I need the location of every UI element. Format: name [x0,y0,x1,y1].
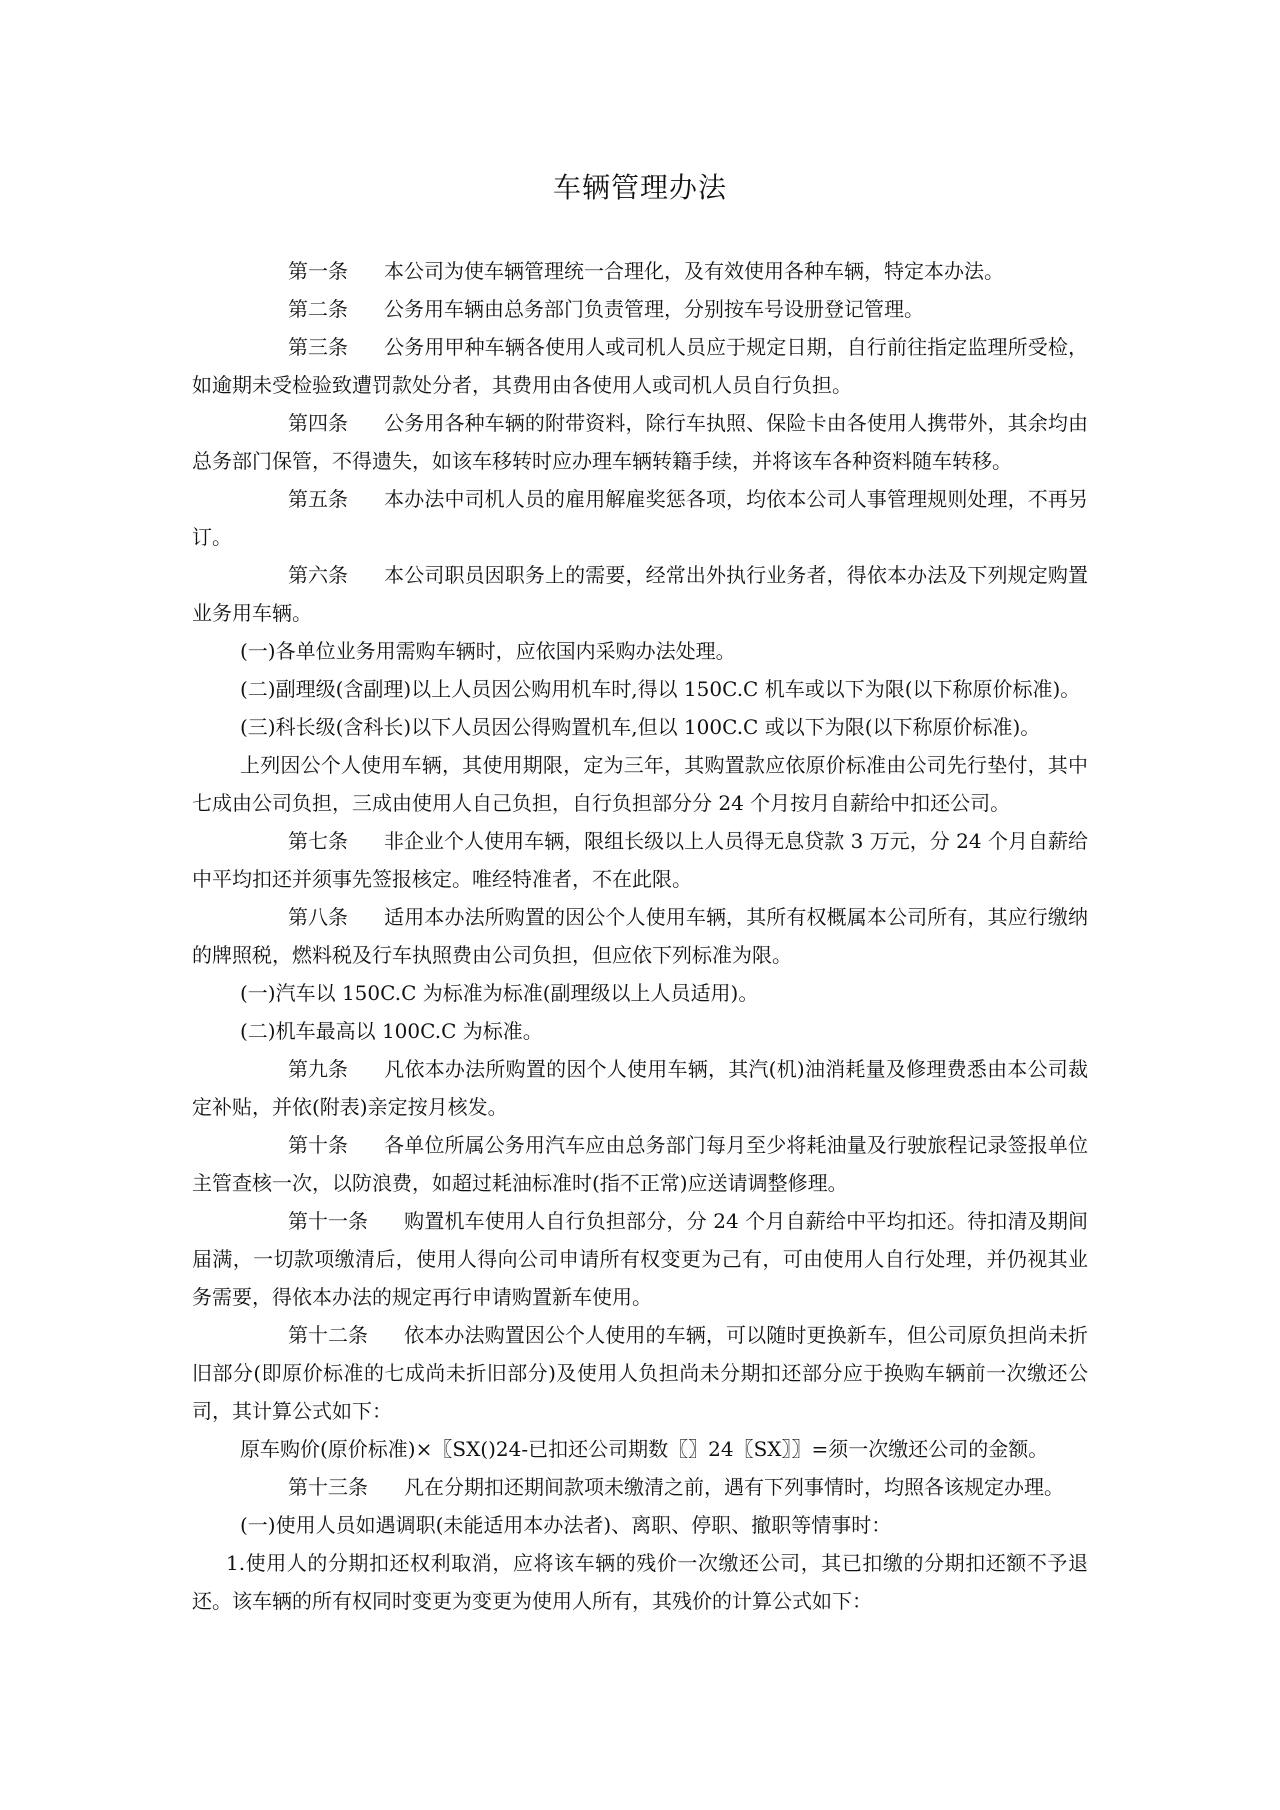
article-13 [192,1468,1088,1506]
article-6-item-2 [192,670,1088,708]
article-text: 凡依本办法所购置的因个人使用车辆，其汽(机)油消耗量及修理费悉由本公司裁定补贴，并依(附表)亲定按月核发。 [192,1057,1088,1119]
article-label: 第八条 [288,905,348,929]
article-label: 第十三条 [288,1475,368,1499]
article-13-subitem-1 [192,1544,1088,1620]
article-13-item-1 [192,1506,1088,1544]
article-text: 非企业个人使用车辆，限组长级以上人员得无息贷款 3 万元，分 24 个月自薪给中平均扣还并须事先签报核定。唯经特准者，不在此限。 [192,829,1088,891]
article-text: 本公司为使车辆管理统一合理化，及有效使用各种车辆，特定本办法。 [384,259,1004,283]
paragraph-text: 上列因公个人使用车辆，其使用期限，定为三年，其购置款应依原价标准由公司先行垫付，其中七成由公司负担，三成由使用人自己负担，自行负担部分分 24 个月按月自薪给中扣还公司。 [192,753,1088,815]
article-text: 公务用甲种车辆各使用人或司机人员应于规定日期，自行前往指定监理所受检，如逾期未受检验致遭罚款处分者，其费用由各使用人或司机人员自行负担。 [192,335,1088,397]
paragraph-text: (二)副理级(含副理)以上人员因公购用机车时,得以 150C.C 机车或以下为限(以下称原价标准)。 [240,677,1081,701]
paragraph-text: (一)各单位业务用需购车辆时，应依国内采购办法处理。 [240,639,736,663]
paragraph-text: (二)机车最高以 100C.C 为标准。 [240,1019,543,1043]
article-label: 第二条 [288,297,348,321]
article-text: 依本办法购置因公个人使用的车辆，可以随时更换新车，但公司原负担尚未折旧部分(即原价标准的七成尚未折旧部分)及使用人负担尚未分期扣还部分应于换购车辆前一次缴还公司，其计算公式如下： [192,1323,1088,1423]
article-label: 第四条 [288,411,348,435]
article-text: 适用本办法所购置的因公个人使用车辆，其所有权概属本公司所有，其应行缴纳的牌照税，燃料税及行车执照费由公司负担，但应依下列标准为限。 [192,905,1088,967]
article-8-item-2 [192,1012,1088,1050]
paragraph-text: (一)使用人员如遇调职(未能适用本办法者)、离职、停职、撤职等情事时： [240,1513,892,1537]
article-text: 公务用车辆由总务部门负责管理，分别按车号设册登记管理。 [384,297,924,321]
document-title: 车辆管理办法 [552,171,727,204]
article-6-item-1 [192,632,1088,670]
article-6 [192,556,1088,632]
article-text: 凡在分期扣还期间款项未缴清之前，遇有下列事情时，均照各该规定办理。 [404,1475,1064,1499]
article-5 [192,480,1088,556]
article-text: 各单位所属公务用汽车应由总务部门每月至少将耗油量及行驶旅程记录签报单位主管查核一次，以防浪费，如超过耗油标准时(指不正常)应送请调整修理。 [192,1133,1088,1195]
article-text: 购置机车使用人自行负担部分，分 24 个月自薪给中平均扣还。待扣清及期间届满，一切款项缴清后，使用人得向公司申请所有权变更为己有，可由使用人自行处理，并仍视其业务需要，得依本办法的规定再行申请购置新车使用。 [192,1209,1088,1309]
article-label: 第五条 [288,487,348,511]
article-10 [192,1126,1088,1202]
article-text: 本办法中司机人员的雇用解雇奖惩各项，均依本公司人事管理规则处理，不再另订。 [192,487,1088,549]
article-label: 第十条 [288,1133,348,1157]
article-7 [192,822,1088,898]
article-3 [192,328,1088,404]
article-label: 第三条 [288,335,348,359]
article-label: 第六条 [288,563,348,587]
article-2 [192,290,1088,328]
article-text: 本公司职员因职务上的需要，经常出外执行业务者，得依本办法及下列规定购置业务用车辆。 [192,563,1088,625]
article-text: 公务用各种车辆的附带资料，除行车执照、保险卡由各使用人携带外，其余均由总务部门保管，不得遗失，如该车移转时应办理车辆转籍手续，并将该车各种资料随车转移。 [192,411,1088,473]
article-label: 第一条 [288,259,348,283]
article-8 [192,898,1088,974]
article-12-formula [192,1430,1088,1468]
article-6-note [192,746,1088,822]
article-4 [192,404,1088,480]
article-label: 第七条 [288,829,348,853]
article-label: 第十二条 [288,1323,368,1347]
paragraph-text: (三)科长级(含科长)以下人员因公得购置机车,但以 100C.C 或以下为限(以下称原价标准)。 [240,715,1041,739]
article-9 [192,1050,1088,1126]
formula-text: 原车购价(原价标准)×〖SX()24-已扣还公司期数〖〗24〖SX〗〗=须一次缴还公司的金额。 [240,1437,1049,1461]
article-label: 第九条 [288,1057,348,1081]
article-12 [192,1316,1088,1430]
article-11 [192,1202,1088,1316]
article-label: 第十一条 [288,1209,368,1233]
paragraph-text: (一)汽车以 150C.C 为标准为标准(副理级以上人员适用)。 [240,981,759,1005]
article-8-item-1 [192,974,1088,1012]
document-body [192,252,1088,1620]
paragraph-text: 1.使用人的分期扣还权利取消，应将该车辆的残价一次缴还公司，其已扣缴的分期扣还额不予退还。该车辆的所有权同时变更为变更为使用人所有，其残价的计算公式如下： [192,1551,1088,1613]
article-6-item-3 [192,708,1088,746]
article-1 [192,252,1088,290]
